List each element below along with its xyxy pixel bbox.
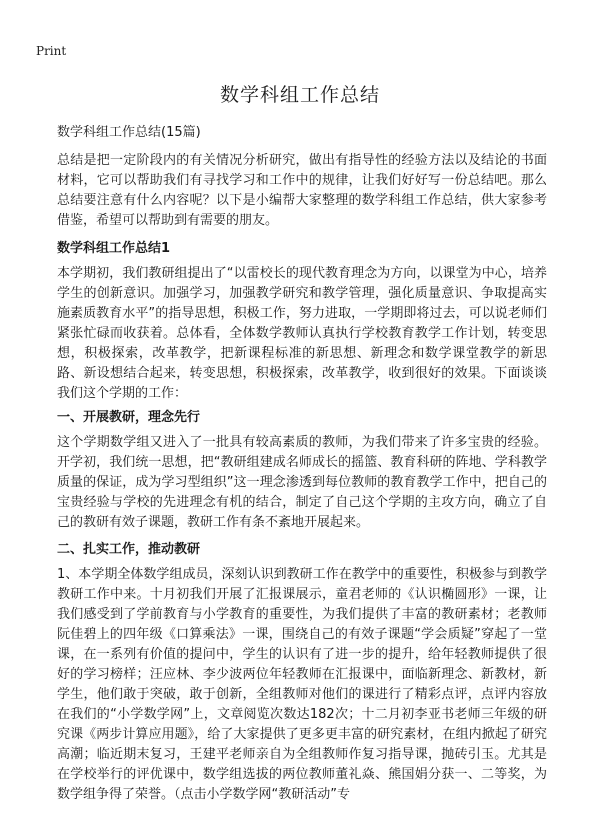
print-link[interactable]: Print [36, 44, 67, 58]
section-1-paragraph: 本学期初，我们教研组提出了“以雷校长的现代教育理念为方向，以课堂为中心，培养学生的创新意识。加强学习，加强教学研究和教学管理，强化质量意识、争取提高实施素质教育水平”的指导思想，积极工作，努力进取，一学期即将过去，可以说老师们紧张忙碌而收获着。总体看，全体数学教师认真执行学校教育教学工作计划，转变思想，积极探索，改革教学，把新课程标准的新思想、新理念和数学课堂教学的新思路、新设想结合起来，转变思想，积极探索，改革教学，收到很好的效果。下面谈谈我们这个学期的工作： [57, 266, 547, 401]
subheading-teaching-research: 一、开展教研，理念先行 [57, 410, 201, 425]
subheading-solid-work: 二、扎实工作，推动教研 [57, 542, 201, 557]
document-subtitle: 数学科组工作总结(15篇) [57, 125, 201, 140]
section-heading-1: 数学科组工作总结1 [57, 241, 171, 256]
teaching-research-paragraph: 这个学期数学组又进入了一批具有较高素质的教师，为我们带来了许多宝贵的经验。开学初，我们统一思想，把“教研组建成名师成长的摇篮、教育科研的阵地、学科教学质量的保证，成为学习型组织”这一理念渗透到每位教师的教育教学工作中，把自己的宝贵经验与学校的先进理念有机的结合，制定了自己这个学期的主攻方向，确立了自己的教研有效子课题，教研工作有条不紊地开展起来。 [57, 435, 547, 530]
intro-paragraph: 总结是把一定阶段内的有关情况分析研究，做出有指导性的经验方法以及结论的书面材料，它可以帮助我们有寻找学习和工作中的规律，让我们好好写一份总结吧。那么总结要注意有什么内容呢？以下是小编帮大家整理的数学科组工作总结，供大家参考借鉴，希望可以帮助到有需要的朋友。 [57, 153, 547, 228]
solid-work-paragraph: 1、本学期全体数学组成员，深刻认识到教研工作在教学中的重要性，积极参与到教学教研工作中来。十月初我们开展了汇报课展示，童君老师的《认识椭圆形》一课，让我们感受到了学前教育与小学教育的重要性，为我们提供了丰富的教研素材；老教师阮佳碧上的四年级《口算乘法》一课，围绕自己的有效子课题“学会质疑”穿起了一堂课，在一系列有价值的提问中，学生的认识有了进一步的提升，给年轻教师提供了很好的学习榜样；汪应林、李少波两位年轻教师在汇报课中，面临新理念、新教材，新学生，他们敢于突破，敢于创新，全组教师对他们的课进行了精彩点评，点评内容放在我们的“小学数学网”上，文章阅览次数达182次；十二月初李亚书老师三年级的研究课《两步计算应用题》，给了大家提供了更多更丰富的研究素材，在组内掀起了研究高潮；临近期末复习，王建平老师亲自为全组教师作复习指导课，抛砖引玉。尤其是在学校举行的评优课中，数学组选拔的两位教师董礼焱、熊国娟分获一、二等奖，为数学组争得了荣誉。（点击小学数学网“教研活动”专 [57, 567, 547, 802]
document-title: 数学科组工作总结 [219, 84, 380, 106]
